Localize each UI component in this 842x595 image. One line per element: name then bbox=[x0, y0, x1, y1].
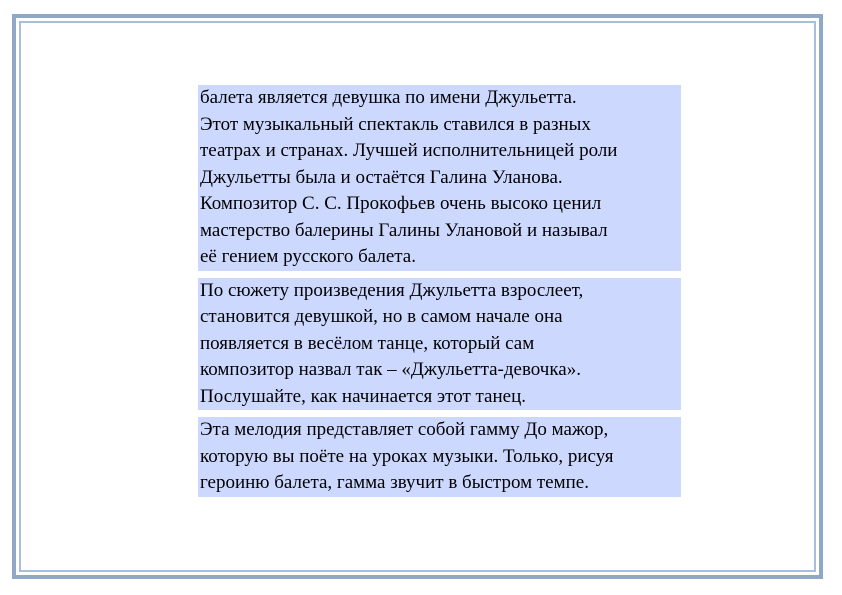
text-block bbox=[198, 85, 681, 497]
paragraph-3: Эта мелодия представляет собой гамму До мажор, которую вы поёте на уроках музыки. Только, рисуя героиню балета, гамма звучит в быстром темпе. bbox=[198, 417, 681, 497]
paragraph-2: По сюжету произведения Джульетта взрослеет, становится девушкой, но в самом начале она появляется в весёлом танце, который сам композитор назвал так – «Джульетта-девочка». Послушайте, как начинается этот танец. bbox=[198, 278, 681, 411]
paragraph-1: балета является девушка по имени Джульетта. Этот музыкальный спектакль ставился в разных театрах и странах. Лучшей исполнительницей роли Джульетты была и остаётся Галина Уланова. Композитор С. С. Прокофьев очень высоко ценил мастерство балерины Галины Улановой и называл её гением русского балета. bbox=[198, 85, 681, 271]
